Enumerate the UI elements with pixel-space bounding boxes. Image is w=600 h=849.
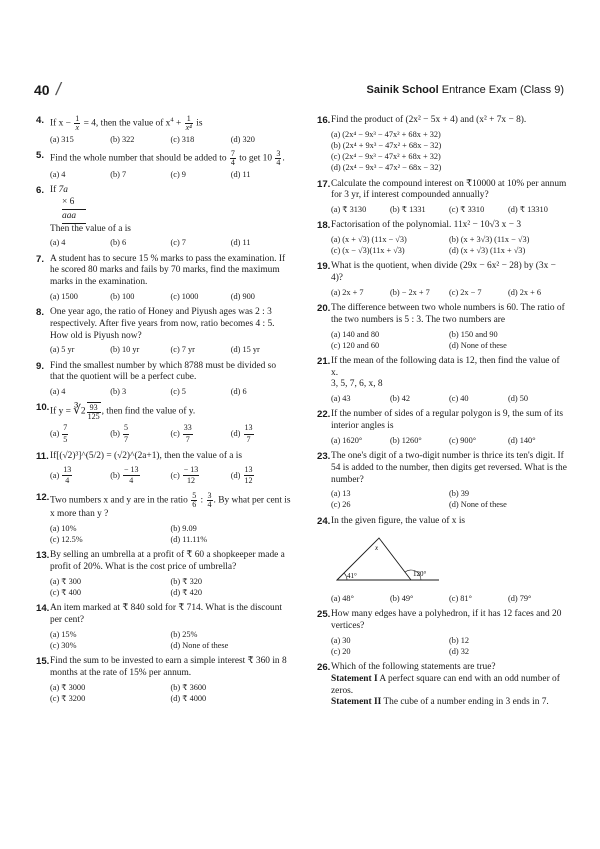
question-24: 24. In the given figure, the value of x is x 41° 120° (a) 48° (b) 49° (c) 81° (d) 79° xyxy=(317,516,567,605)
statement-2: Statement II The cube of a number ending in 3 ends in 7. xyxy=(331,697,549,708)
data-list: 3, 5, 7, 6, x, 8 xyxy=(331,379,383,390)
option-c[interactable]: (c) ₹ 3200 xyxy=(50,693,86,703)
option-c[interactable]: (c) 81° xyxy=(449,594,472,604)
option-c[interactable]: (c) (x − √3)(11x + √3) xyxy=(331,246,405,256)
option-a[interactable]: (a) 15% xyxy=(50,629,77,639)
question-text: An item marked at ₹ 840 sold for ₹ 714. What is the discount per cent? xyxy=(50,603,283,625)
question-6: 6. If 7a × 6 aaa Then the value of a is (a) 4 (b) 6 (c) 7 (d) 11 xyxy=(36,185,291,248)
options xyxy=(331,287,567,298)
page-header xyxy=(34,79,564,99)
question-text: If y = ∛2 $\frac{93}{125}$ , then find the value of y. xyxy=(50,402,196,422)
page-number: 40 xyxy=(34,82,50,98)
option-c[interactable]: (c) 5 xyxy=(170,387,186,396)
option-c[interactable]: (c) 2x − 7 xyxy=(449,287,482,297)
options xyxy=(50,291,291,302)
statement-1: Statement I A perfect square can end with an odd number of zeros. xyxy=(331,673,560,696)
option-b[interactable]: (b) 322 xyxy=(110,135,135,144)
option-c[interactable]: (c) 40 xyxy=(449,394,469,404)
option-c[interactable]: (c) 26 xyxy=(331,500,351,510)
triangle-figure xyxy=(333,530,567,591)
option-a[interactable]: (a) $\frac{13}{4}$ xyxy=(50,464,72,486)
option-c[interactable]: (c) ₹ 3310 xyxy=(449,205,485,214)
options xyxy=(331,129,567,174)
question-text: If[(√2)³]^(5/2) = (√2)^(2a+1), then the value of a is xyxy=(50,450,243,461)
option-a[interactable]: (a) 140 and 80 xyxy=(331,329,380,339)
question-text: Two numbers x and y are in the ratio $\frac{5}{6}$ : $\frac{3}{4}$ . By what per cent is x more than y ? xyxy=(50,491,291,520)
option-d[interactable]: (d) None of these xyxy=(170,640,229,650)
option-b[interactable]: (b) 39 xyxy=(449,489,470,499)
option-b[interactable]: (b) ₹ 320 xyxy=(170,576,203,586)
right-column xyxy=(317,115,567,714)
option-d[interactable]: (d) None of these xyxy=(449,340,507,350)
option-a[interactable]: (a) 1500 xyxy=(50,291,78,301)
question-text: How many edges have a polyhedron, if it has 12 faces and 20 vertices? xyxy=(331,609,562,632)
option-a[interactable]: (a) 43 xyxy=(331,394,351,404)
options xyxy=(331,204,567,215)
question-text: Calculate the compound interest on ₹10000 at 10% per annum for 3 yr, if interest compounded annually? xyxy=(331,178,567,201)
question-text: By selling an umbrella at a profit of ₹ 60 a shopkeeper made a profit of 20%. What is the cost price of umbrella? xyxy=(50,550,285,572)
option-d[interactable]: (d) 320 xyxy=(230,135,255,144)
option-b[interactable]: (b) ₹ 3600 xyxy=(170,682,207,692)
option-c[interactable]: (c) 318 xyxy=(170,135,195,144)
option-a[interactable]: (a) 4 xyxy=(50,238,66,248)
triangle-diagram xyxy=(333,530,453,586)
option-d[interactable]: (d) 140° xyxy=(508,435,536,445)
option-a[interactable]: (a) 5 yr xyxy=(50,345,75,355)
option-d[interactable]: (d) 79° xyxy=(508,594,532,604)
options xyxy=(50,386,291,397)
option-d[interactable]: (d) 11 xyxy=(230,238,251,248)
option-c[interactable]: (c) 12.5% xyxy=(50,535,83,545)
option-b[interactable]: (b) $\frac{- 13}{4}$ xyxy=(110,464,139,486)
question-text: What is the quotient, when divide (29x − 6x² − 28) by (3x − 4)? xyxy=(331,261,556,284)
question-text: One year ago, the ratio of Honey and Piyush ages was 2 : 3 respectively. After five years from now, ratio becomes 4 : 5. How old is Piyush now? xyxy=(50,307,275,341)
question-text: If the number of sides of a regular polygon is 9, the sum of its interior angles is xyxy=(331,409,563,432)
option-c[interactable]: (c) 7 yr xyxy=(170,345,195,355)
question-19: 19. What is the quotient, when divide (29x − 6x² − 28) by (3x − 4)? (a) 2x + 7 (b) − 2x + 7 (c) 2x − 7 (d) 2x + 6 xyxy=(317,261,567,298)
options xyxy=(331,593,567,604)
option-a[interactable]: (a) 2x + 7 xyxy=(331,287,364,297)
option-a[interactable]: (a) $\frac{7}{5}$ xyxy=(50,423,68,444)
question-17: 17. Calculate the compound interest on ₹10000 at 10% per annum for 3 yr, if interest compounded annually? (a) ₹ 3130 (b) ₹ 1331 (c) ₹ 3310 (d) ₹ 13310 xyxy=(317,178,567,214)
option-d[interactable]: (d) 50 xyxy=(508,394,529,404)
option-c[interactable]: (c) $\frac{33}{7}$ xyxy=(170,423,192,444)
option-a[interactable]: (a) ₹ 300 xyxy=(50,576,82,586)
question-8: 8. One year ago, the ratio of Honey and Piyush ages was 2 : 3 respectively. After five years from now, ratio becomes 4 : 5. How old is Piyush now? (a) 5 yr (b) 10 yr (c) 7 yr (d) 15 yr xyxy=(36,307,291,355)
question-text: A student has to secure 15 % marks to pass the examination. If he scored 80 marks and fails by 70 marks, find the maximum marks in the examination. xyxy=(50,253,286,288)
option-d[interactable]: (d) None of these xyxy=(449,500,507,510)
options xyxy=(50,629,291,651)
options xyxy=(50,576,291,598)
options xyxy=(331,488,567,510)
option-d[interactable]: (d) (x + √3) (11x + √3) xyxy=(449,246,526,256)
question-14: 14. An item marked at ₹ 840 sold for ₹ 714. What is the discount per cent? (a) 15% (b) 25% (c) 30% (d) None of these xyxy=(36,603,291,651)
question-13: 13. By selling an umbrella at a profit of ₹ 60 a shopkeeper made a profit of 20%. What is the cost price of umbrella? (a) ₹ 300 (b) ₹ 320 (c) ₹ 400 (d) ₹ 420 xyxy=(36,550,291,598)
question-4: 4. If x − $\frac{1}{x}$ = 4, then the value of $x^4$ + $\frac{1}{\text{x⁴}}$ is (a) 315 (b) 322 (c) 318 (d) 320 xyxy=(36,115,291,145)
question-text: The difference between two whole numbers is 60. The ratio of the two numbers is 5 : 3. The two numbers are xyxy=(331,303,565,325)
option-d[interactable]: (d) 2x + 6 xyxy=(508,287,542,297)
book-title: Sainik School Entrance Exam (Class 9) xyxy=(366,84,564,96)
option-a[interactable]: (a) 4 xyxy=(50,387,66,396)
option-b[interactable]: (b) 100 xyxy=(110,291,135,301)
question-text: If x − $\frac{1}{x}$ = 4, then the value of $x^4$ + $\frac{1}{\text{x⁴}}$ is xyxy=(50,114,203,132)
options xyxy=(50,423,291,446)
option-b[interactable]: (b) 10 yr xyxy=(110,345,140,355)
option-b[interactable]: (b) 42 xyxy=(390,394,411,404)
option-b[interactable]: (b) 12 xyxy=(449,635,470,645)
question-text: Find the smallest number by which 8788 must be divided so that the quotient will be a perfect cube. xyxy=(50,360,277,383)
option-a[interactable]: (a) 4 xyxy=(50,170,66,180)
option-d[interactable]: (d) 15 yr xyxy=(230,345,260,355)
question-text: Which of the following statements are true? Statement I A perfect square can end with an odd number of zeros. Statement II The cube of a number ending in 3 ends in 7. xyxy=(331,662,567,709)
question-text: If 7a × 6 aaa Then the value of a is xyxy=(50,185,131,234)
question-10: 10. If y = ∛2 $\frac{93}{125}$ , then find the value of y. (a) $\frac{7}{5}$ (b) $\frac{5}{7}$ (c) $\frac{33}{7}$ (d) $\frac{13}{7}$ xyxy=(36,402,291,446)
option-a[interactable]: (a) 48° xyxy=(331,594,354,604)
option-c[interactable]: (c) (2x⁴ − 9x³ − 47x² + 68x + 32) xyxy=(331,152,441,162)
option-b[interactable]: (b) $\frac{5}{7}$ xyxy=(110,423,129,444)
angle-41-label: 41° xyxy=(347,572,357,581)
option-a[interactable]: (a) ₹ 3130 xyxy=(331,205,367,214)
question-15: 15. Find the sum to be invested to earn a simple interest ₹ 360 in 8 months at the rate of 15% per annum. (a) ₹ 3000 (b) ₹ 3600 (c) ₹ 3200 (d) ₹ 4000 xyxy=(36,656,291,704)
option-c[interactable]: (c) 900° xyxy=(449,435,477,445)
question-5: 5. Find the whole number that should be added to $\frac{7}{4}$ to get 10 $\frac{3}{4}$ . (a) 4 (b) 7 (c) 9 (d) 11 xyxy=(36,150,291,180)
question-25: 25. How many edges have a polyhedron, if it has 12 faces and 20 vertices? (a) 30 (b) 12 (c) 20 (d) 32 xyxy=(317,609,567,657)
option-d[interactable]: (d) (2x⁴ − 9x³ − 47x² − 68x − 32) xyxy=(331,163,442,173)
option-b[interactable]: (b) 1260° xyxy=(390,435,422,445)
option-d[interactable]: (d) ₹ 13310 xyxy=(508,205,548,214)
options xyxy=(331,234,567,256)
option-c[interactable]: (c) 120 and 60 xyxy=(331,340,380,350)
option-c[interactable]: (c) 30% xyxy=(50,640,77,650)
option-b[interactable]: (b) (2x⁴ + 9x³ − 47x² + 68x − 32) xyxy=(331,140,442,150)
option-d[interactable]: (d) $\frac{13}{7}$ xyxy=(230,423,253,444)
option-d[interactable]: (d) $\frac{13}{12}$ xyxy=(230,464,253,486)
question-22: 22. If the number of sides of a regular polygon is 9, the sum of its interior angles is (a) 1620° (b) 1260° (c) 900° (d) 140° xyxy=(317,409,567,446)
option-c[interactable]: (c) $\frac{- 13}{12}$ xyxy=(170,464,199,486)
question-text: If the mean of the following data is 12, then find the value of x. 3, 5, 7, 6, x, 8 xyxy=(331,356,567,391)
option-b[interactable]: (b) 49° xyxy=(390,594,414,604)
question-9: 9. Find the smallest number by which 8788 must be divided so that the quotient will be a perfect cube. (a) 4 (b) 3 (c) 5 (d) 6 xyxy=(36,361,291,398)
option-c[interactable]: (c) 9 xyxy=(170,170,186,180)
left-column xyxy=(36,115,291,709)
question-21: 21. If the mean of the following data is 12, then find the value of x. 3, 5, 7, 6, x, 8 (a) 43 (b) 42 (c) 40 (d) 50 xyxy=(317,356,567,404)
options xyxy=(50,237,291,248)
option-c[interactable]: (c) 1000 xyxy=(170,291,199,301)
option-a[interactable]: (a) 1620° xyxy=(331,435,363,445)
option-c[interactable]: (c) 20 xyxy=(331,647,351,656)
option-b[interactable]: (b) 7 xyxy=(110,170,127,180)
option-a[interactable]: (a) (x + √3) (11x − √3) xyxy=(331,234,407,244)
option-b[interactable]: (b) 25% xyxy=(170,629,198,639)
option-d[interactable]: (d) 11.11% xyxy=(170,535,208,545)
options xyxy=(50,344,291,355)
option-c[interactable]: (c) ₹ 400 xyxy=(50,587,82,597)
question-18: 18. Factorisation of the polynomial. 11x² − 10√3 x − 3 (a) (x + √3) (11x − √3) (b) (x + 3√3) (11x − √3) (c) (x − √3)(11x + √3) (d) (x + √3) (11x + √3) xyxy=(317,220,567,256)
option-a[interactable]: (a) 13 xyxy=(331,489,351,499)
question-26: 26. Which of the following statements are true? Statement I A perfect square can end with an odd number of zeros. Statement II The cube of a number ending in 3 ends in 7. xyxy=(317,662,567,709)
option-a[interactable]: (a) 10% xyxy=(50,523,77,533)
options xyxy=(50,682,291,704)
options xyxy=(50,465,291,488)
options xyxy=(331,393,567,404)
option-d[interactable]: (d) 6 xyxy=(230,387,247,396)
option-b[interactable]: (b) 150 and 90 xyxy=(449,329,498,339)
options xyxy=(331,435,567,446)
option-d[interactable]: (d) 900 xyxy=(230,291,255,301)
question-text: Find the whole number that should be added to $\frac{7}{4}$ to get 10 $\frac{3}{4}$ . xyxy=(50,149,285,168)
question-7: 7. A student has to secure 15 % marks to pass the examination. If he scored 80 marks and fails by 70 marks, find the maximum marks in the examination. (a) 1500 (b) 100 (c) 1000 (d) 900 xyxy=(36,254,291,302)
option-c[interactable]: (c) 7 xyxy=(170,238,186,248)
option-a[interactable]: (a) 315 xyxy=(50,135,74,144)
question-20: 20. The difference between two whole numbers is 60. The ratio of the two numbers is 5 : 3. The two numbers are (a) 140 and 80 (b) 150 and 90 (c) 120 and 60 (d) None of these xyxy=(317,303,567,351)
question-16: 16. Find the product of (2x² − 5x + 4) and (x² + 7x − 8). (a) (2x⁴ − 9x³ − 47x² + 68x + 32) (b) (2x⁴ + 9x³ − 47x² + 68x − 32) (c) (2x⁴ − 9x³ − 47x² + 68x + 32) (d) (2x⁴ − 9x³ − 47x² − 68x − 32) xyxy=(317,115,567,174)
option-d[interactable]: (d) ₹ 4000 xyxy=(170,693,207,703)
option-a[interactable]: (a) 30 xyxy=(331,635,351,645)
question-11: 11. If[(√2)³]^(5/2) = (√2)^(2a+1), then the value of a is (a) $\frac{13}{4}$ (b) $\frac{- 13}{4}$ (c) $\frac{- 13}{12}$ (d) $\frac{13}{12}$ xyxy=(36,451,291,487)
option-b[interactable]: (b) 3 xyxy=(110,387,127,396)
options xyxy=(50,134,291,145)
option-b[interactable]: (b) − 2x + 7 xyxy=(390,287,430,297)
option-d[interactable]: (d) 11 xyxy=(230,170,251,180)
options xyxy=(50,523,291,545)
option-d[interactable]: (d) ₹ 420 xyxy=(170,587,203,597)
option-d[interactable]: (d) 32 xyxy=(449,647,470,656)
angle-x-label: x xyxy=(375,544,379,553)
option-a[interactable]: (a) (2x⁴ − 9x³ − 47x² + 68x + 32) xyxy=(331,129,441,139)
question-text: In the given figure, the value of x is xyxy=(331,515,466,526)
question-12: 12. Two numbers x and y are in the ratio $\frac{5}{6}$ : $\frac{3}{4}$ . By what per cent is x more than y ? (a) 10% (b) 9.09 (c) 12.5% (d) 11.11% xyxy=(36,491,291,545)
option-b[interactable]: (b) (x + 3√3) (11x − √3) xyxy=(449,234,530,244)
question-text: Find the sum to be invested to earn a simple interest ₹ 360 in 8 months at the rate of 15% per annum. xyxy=(50,656,287,678)
option-a[interactable]: (a) ₹ 3000 xyxy=(50,682,86,692)
angle-120-label: 120° xyxy=(413,570,427,579)
header-slash-ornament: / xyxy=(54,79,63,99)
question-text: The one's digit of a two-digit number is thrice its ten's digit. If 54 is added to the number, then digits get reversed. What is the number? xyxy=(331,451,567,485)
options xyxy=(331,329,567,351)
question-text: Factorisation of the polynomial. 11x² − 10√3 x − 3 xyxy=(331,220,522,231)
question-23: 23. The one's digit of a two-digit number is thrice its ten's digit. If 54 is added to the number, then digits get reversed. What is the number? (a) 13 (b) 39 (c) 26 (d) None of these xyxy=(317,451,567,510)
options xyxy=(50,169,291,180)
option-b[interactable]: (b) ₹ 1331 xyxy=(390,205,426,214)
option-b[interactable]: (b) 6 xyxy=(110,238,127,248)
options xyxy=(331,635,567,657)
question-text: Find the product of (2x² − 5x + 4) and (x² + 7x − 8). xyxy=(331,115,527,125)
option-b[interactable]: (b) 9.09 xyxy=(170,523,197,533)
